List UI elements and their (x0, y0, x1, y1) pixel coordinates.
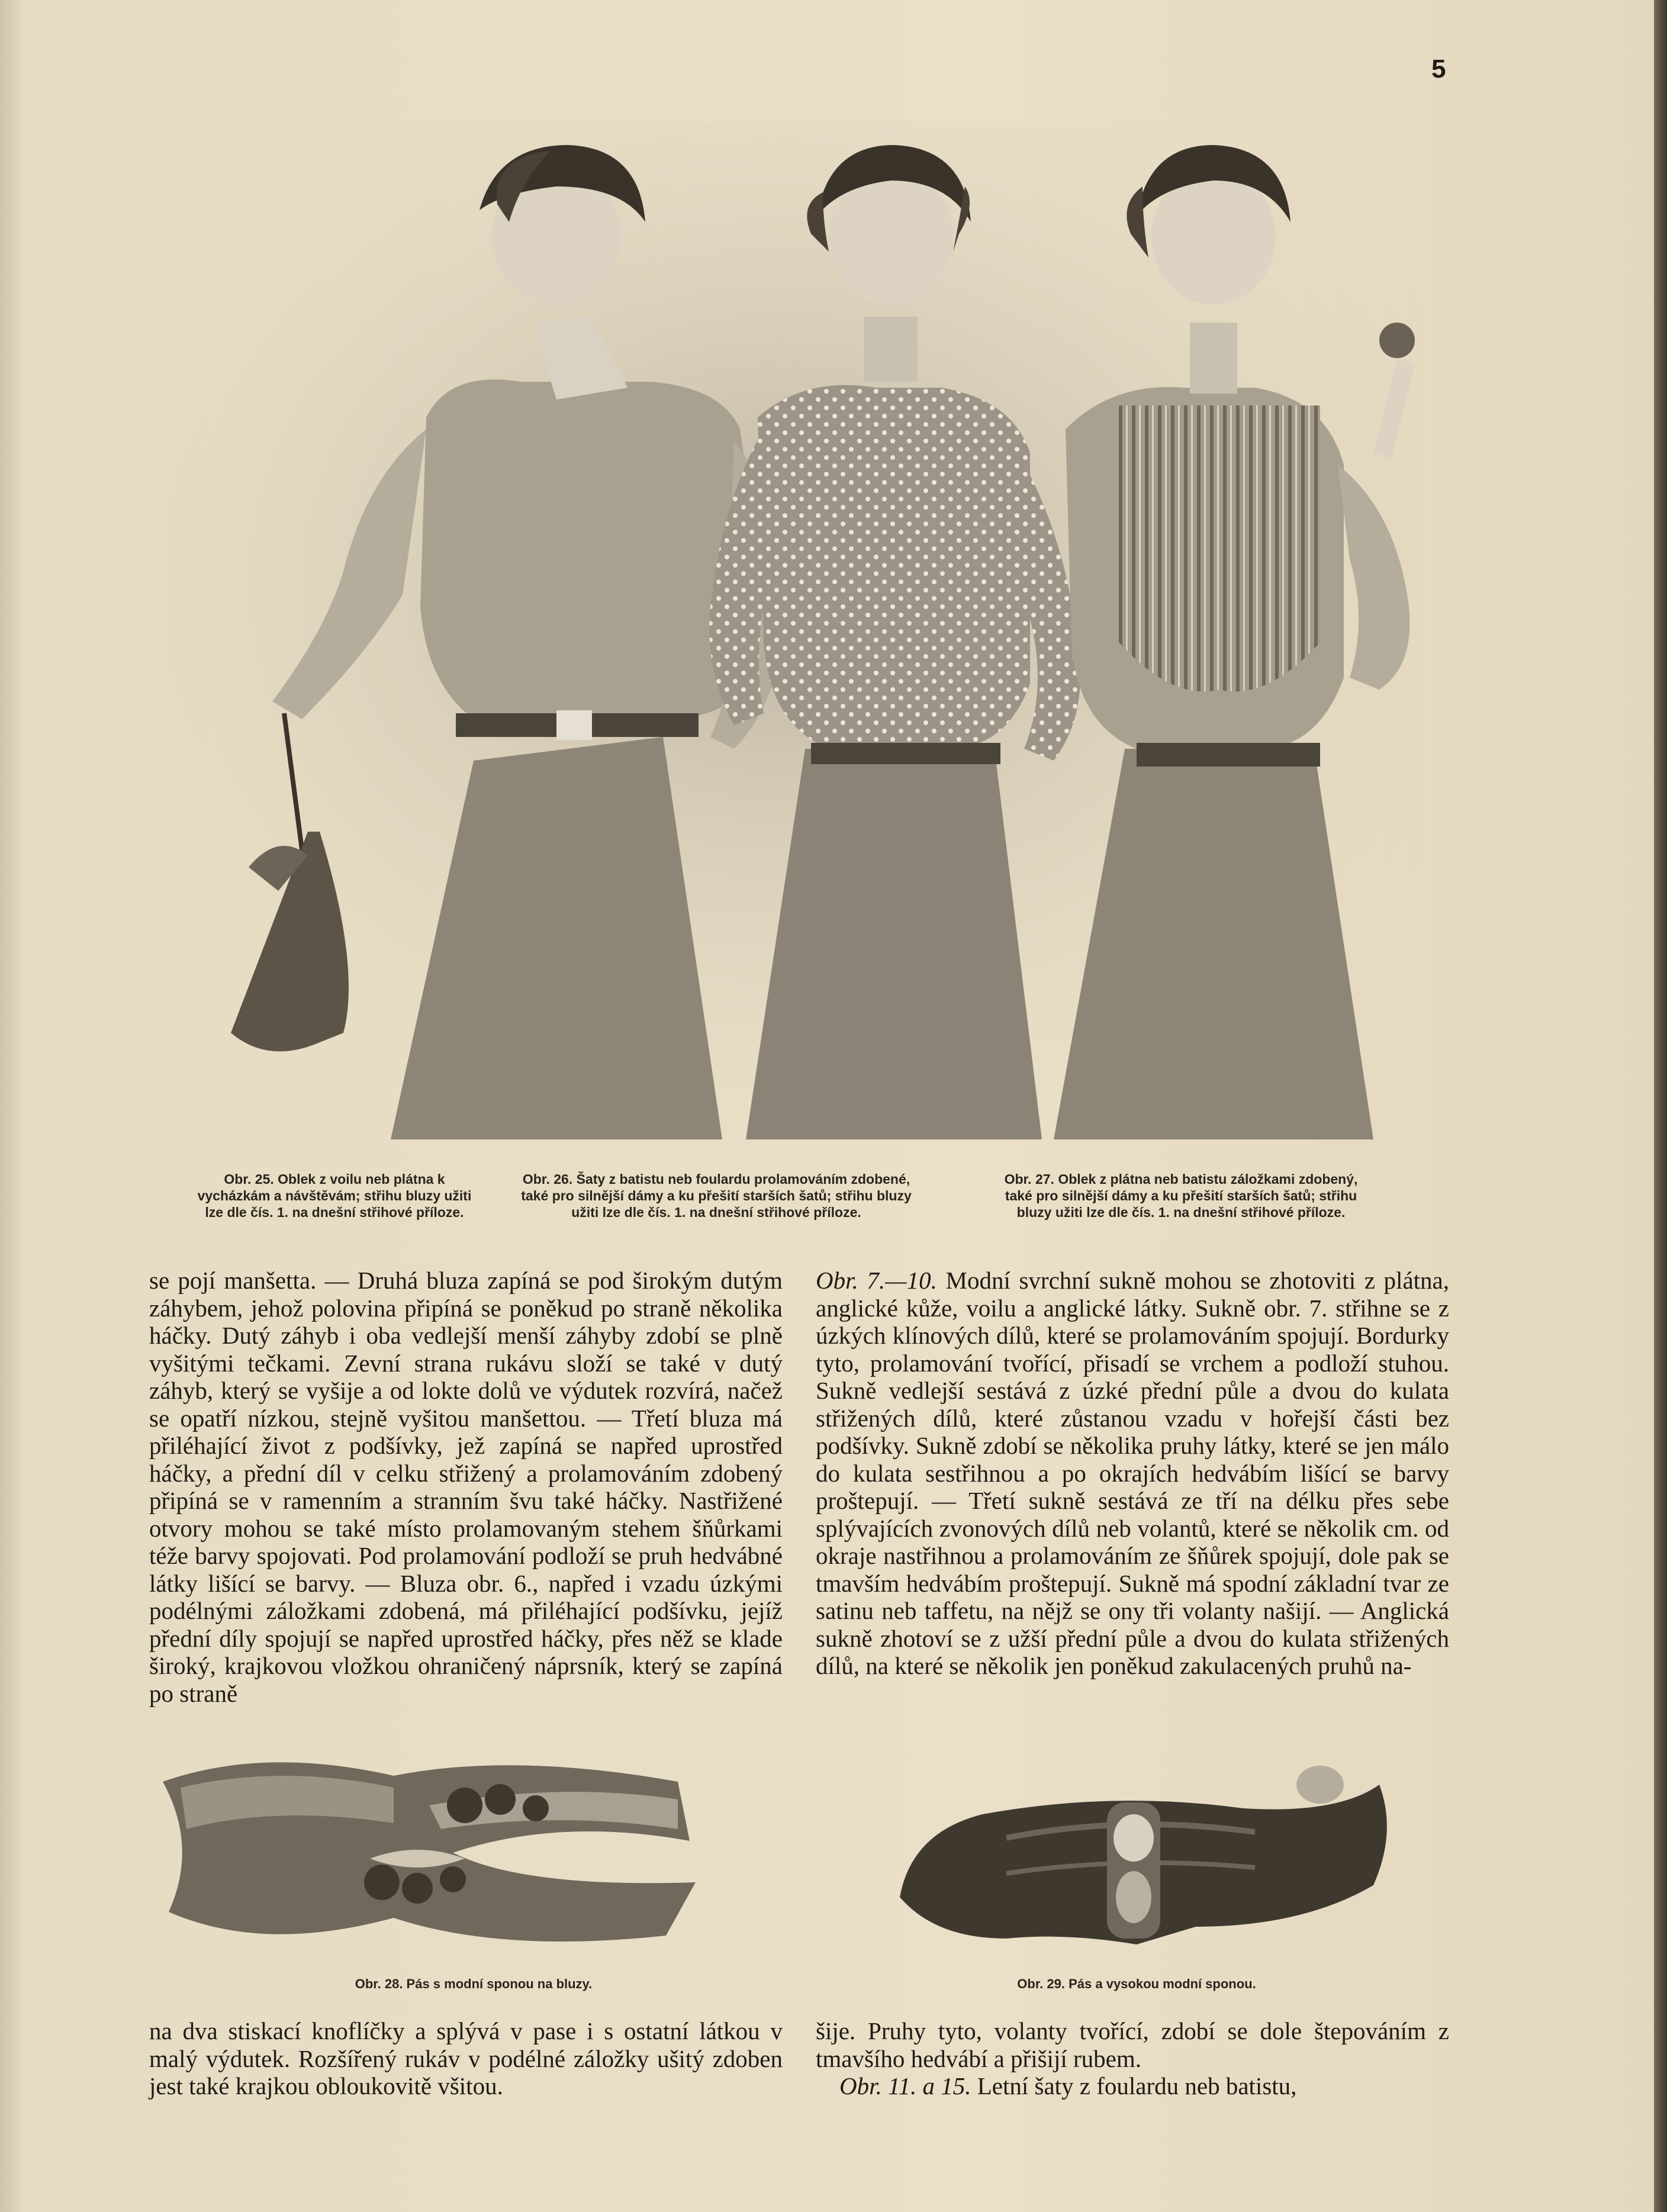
paragraph: se pojí manšetta. — Druhá bluza zapíná se pod širokým dutým záhybem, jehož polovina připíná se poněkud po straně několika háčky. Dutý záhyb i oba vedlejší menší záhyby zdobí se plně vyšitými tečkami. Zevní strana rukávu složí se také v dutý záhyb, který se vyšije a od lokte dolů ve výdutek rozvírá, načež se opatří nízkou, stejně vyšitou manšettou. — Třetí bluza má přiléhající život z podšívky, jež zapíná se napřed uprostřed háčky, a přední díl v celku střižený a prolamováním zdobený připíná se v ramenním a stranním švu také háčky. Nastřižené otvory mohou se také místo prolamovaným stehem šňůrkami téže barvy spojovati. Pod prolamování podloží se pruh hedvábné látky lišící se barvy. — Bluza obr. 6., napřed i vzadu úzkými podélnými záložkami zdobená, má přiléhající podšívku, jejíž přední díly spojují se napřed uprostřed háčky, přes něž se klade široký, krajkovou vložkou ohraničený náprsník, který se zapíná po straně (149, 1267, 783, 1707)
text-column-right-bottom (816, 2017, 1449, 2100)
text-column-left-bottom (149, 2017, 783, 2100)
page-number: 5 (1431, 54, 1446, 83)
paragraph (816, 1267, 1449, 1680)
paragraph (816, 2072, 1449, 2100)
caption-obr-26: Obr. 26. Šaty z batistu neb foulardu prolamováním zdobené, také pro silnější dámy a ku přešití starších šatů; střihu bluzy užiti lze dle čís. 1. na dnešní střihové příloze. (521, 1171, 912, 1220)
caption-obr-28: Obr. 28. Pás s modní sponou na bluzy. (355, 1976, 593, 1991)
caption-obr-25: Obr. 25. Oblek z voilu neb plátna k vycházkám a návštěvám; střihu bluzy užiti lze dle čís. 1. na dnešní střihové příloze. (197, 1171, 472, 1220)
text-column-left-top (149, 1267, 783, 1707)
caption-obr-29: Obr. 29. Pás a vysokou modní sponou. (1017, 1976, 1256, 1991)
paragraph-text: Modní svrchní sukně mohou se zhotoviti z plátna, anglické kůže, voilu a anglické látky. Sukně obr. 7. střihne se z úzkých klínových dílů, které se prolamováním spojují. Bordurky tyto, prolamování tvořící, přisadí se vrchem a podloží stuhou. Sukně vedlejší sestává z úzké přední půle a dvou do kulata střižených dílů, které zůstanou vzadu v hořejší části bez podšívky. Sukně zdobí se několika pruhy látky, které se jen málo do kulata sestřihnou a po okrajích hedvábím lišící se barvy proštepují. — Třetí sukně sestává ze tří na délku přes sebe splývajících zvonových dílů neb volantů, které se několik cm. od okraje nastřihnou a prolamováním ze šňůrek spojují, dole pak se tmavším hedvábím proštepují. Sukně má spodní základní tvar ze satinu neb taffetu, na nějž se ony tři volanty našijí. — Anglická sukně zhotoví se z užší přední půle a dvou do kulata střižených dílů, na které se několik jen poněkud zakulacených pruhů na- (816, 1267, 1449, 1679)
text-column-right-top (816, 1267, 1449, 1680)
paragraph-text: Letní šaty z foulardu neb batistu, (971, 2072, 1297, 2100)
fashion-plate-illustration (142, 121, 1421, 1145)
belt-illustration-obr-28 (145, 1740, 713, 1971)
figure-reference: Obr. 7.—10. (816, 1267, 937, 1294)
paragraph: na dva stiskací knoflíčky a splývá v pase i s ostatní látkou v malý výdutek. Rozšířený rukáv v podélné záložky ušitý zdoben jest také krajkou obloukovitě všitou. (149, 2017, 783, 2100)
paragraph: šije. Pruhy tyto, volanty tvořící, zdobí se dole štepováním z tmavšího hedvábí a přišijí rubem. (816, 2017, 1449, 2072)
caption-obr-27: Obr. 27. Oblek z plátna neb batistu záložkami zdobený, také pro silnější dámy a ku přešití starších šatů; střihu bluzy užiti lze dle čís. 1. na dnešní střihové příloze. (1004, 1171, 1358, 1220)
belt-illustration-obr-29 (888, 1749, 1397, 1977)
figure-reference: Obr. 11. a 15. (839, 2072, 971, 2100)
page-edge-shadow (1654, 0, 1667, 2212)
